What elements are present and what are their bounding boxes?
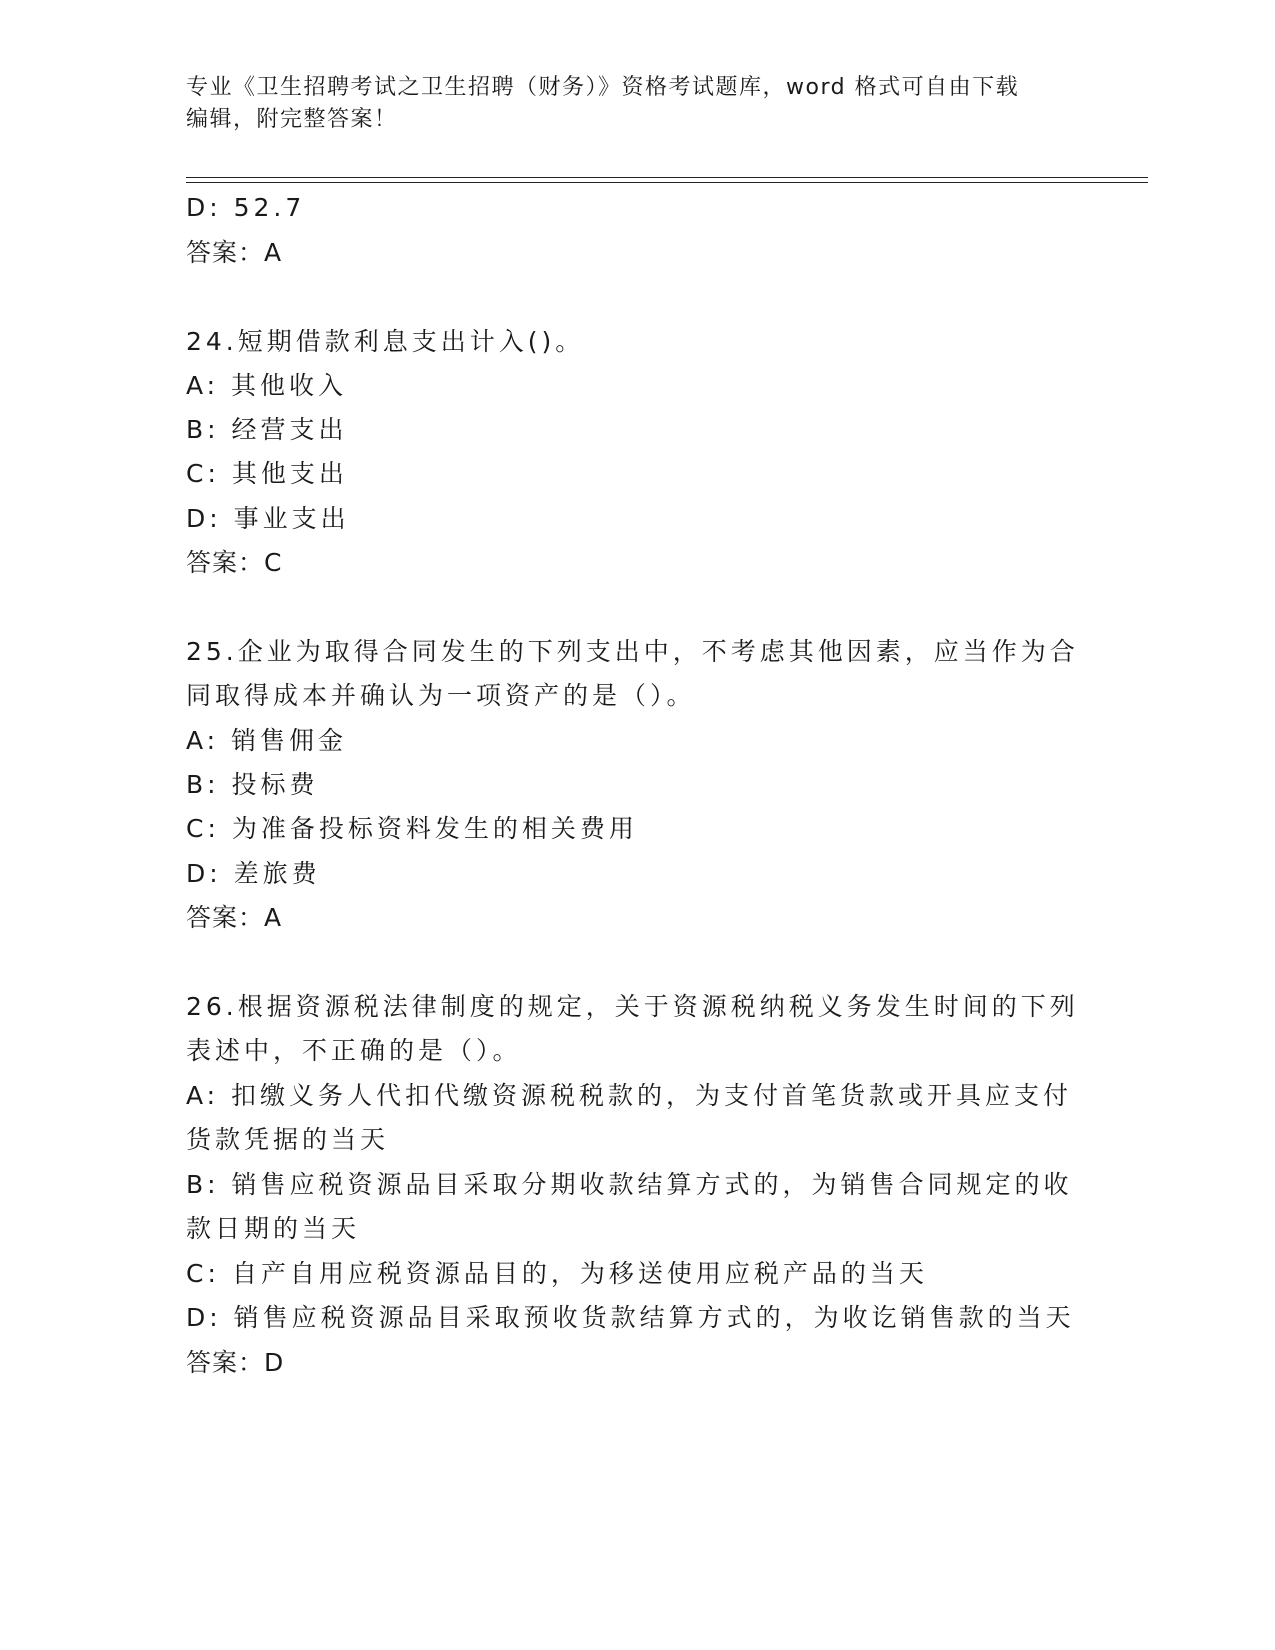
question-26-answer: 答案：D — [186, 1348, 285, 1377]
question-26-option-b-line-1: B: 销售应税资源品目采取分期收款结算方式的，为销售合同规定的收 — [186, 1170, 1073, 1199]
question-25-answer: 答案：A — [186, 903, 283, 932]
question-25-option-d: D: 差旅费 — [186, 859, 321, 888]
question-26-option-c: C: 自产自用应税资源品目的，为移送使用应税产品的当天 — [186, 1259, 928, 1288]
question-26-stem-line-1: 26.根据资源税法律制度的规定，关于资源税纳税义务发生时间的下列 — [186, 992, 1079, 1021]
header-line-2: 编辑，附完整答案！ — [186, 107, 398, 132]
question-24-option-b: B: 经营支出 — [186, 415, 348, 444]
question-26-option-a-line-1: A: 扣缴义务人代扣代缴资源税税款的，为支付首笔货款或开具应支付 — [186, 1081, 1073, 1110]
header-divider-bottom — [186, 182, 1148, 183]
document-header — [186, 72, 1076, 136]
question-25-option-a: A: 销售佣金 — [186, 726, 348, 755]
question-24-option-d: D: 事业支出 — [186, 504, 350, 533]
question-26-option-d: D: 销售应税资源品目采取预收货款结算方式的，为收讫销售款的当天 — [186, 1303, 1075, 1332]
header-divider-top — [186, 177, 1148, 178]
question-26-stem-line-2: 表述中，不正确的是（）。 — [186, 1036, 522, 1065]
question-24-option-a: A: 其他收入 — [186, 371, 348, 400]
question-25-option-b: B: 投标费 — [186, 770, 319, 799]
question-26-option-a-line-2: 货款凭据的当天 — [186, 1125, 390, 1154]
prev-answer: 答案：A — [186, 238, 283, 267]
prev-option-d: D: 52.7 — [186, 193, 306, 222]
header-line-1: 专业《卫生招聘考试之卫生招聘（财务）》资格考试题库，word 格式可自由下载 — [186, 75, 1020, 100]
question-24-stem: 24.短期借款利息支出计入()。 — [186, 327, 585, 356]
question-25-option-c: C: 为准备投标资料发生的相关费用 — [186, 814, 638, 843]
question-25-stem-line-1: 25.企业为取得合同发生的下列支出中，不考虑其他因素，应当作为合 — [186, 637, 1079, 666]
question-24-answer: 答案：C — [186, 548, 283, 577]
question-25-stem-line-2: 同取得成本并确认为一项资产的是（）。 — [186, 681, 696, 710]
question-24-option-c: C: 其他支出 — [186, 459, 348, 488]
question-26-option-b-line-2: 款日期的当天 — [186, 1214, 361, 1243]
